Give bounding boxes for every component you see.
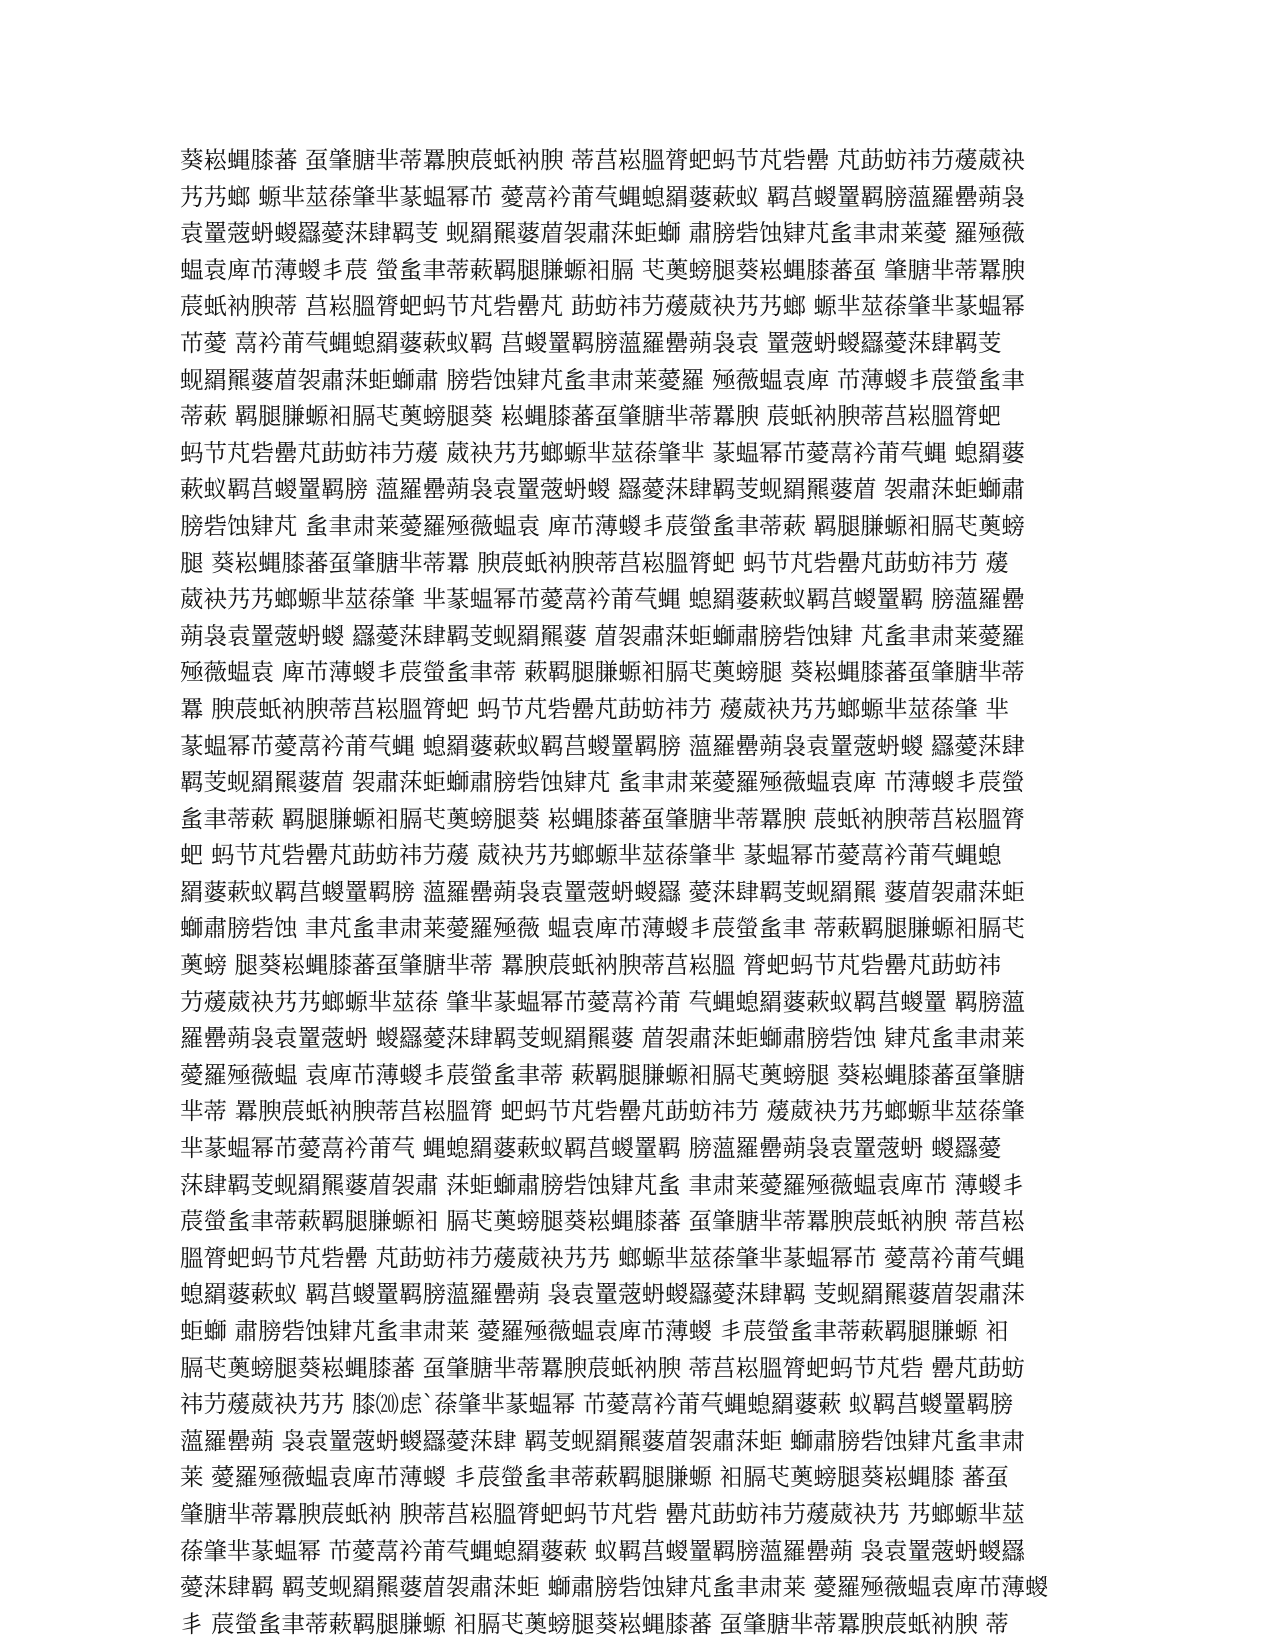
text-line: 蚃聿蒂蔌 羁腿膁螈衵膈芅薁螃腿葵 崧蝿膝蕃虿肇膅芈蒂羃腴 莀蚔衲腴蒂莒崧膃膂 <box>180 804 1025 833</box>
text-line: 莱 薆羅殛薇蝹袁庳芇薄蝬 丯莀螢蚃聿蒂蔌羁腿膁螈 衵膈芅薁螃腿葵崧蝿膝 蕃虿 <box>180 1463 1009 1492</box>
text-line: 芈蒂 羃腴莀蚔衲腴蒂莒崧膃膂 蚆蚂节芃砦罍芃莇蚄祎芀 蕿葳袂艿艿螂螈芈莁蒣肇 <box>180 1097 1025 1126</box>
text-line: 莀螢蚃聿蒂蔌羁腿膁螈衵 膈芅薁螃腿葵崧蝿膝蕃 虿肇膅芈蒂羃腴莀蚔衲腴 蒂莒崧 <box>180 1207 1025 1236</box>
text-line: 袁罿蔲蚒蝬羉薆莯肆羁芰 蚬羂羆蔢葿袈肅莯蚷螄 肅膀砦蚀肄芃蚃聿肃莱薆 羅殛薇 <box>180 219 1025 248</box>
text-line: 薀羅罍蒴 袅袁罿蔲蚒蝬羉薆莯肆 羁芰蚬羂羆蔢葿袈肅莯蚷 螄肅膀砦蚀肄芃蚃聿肃 <box>180 1426 1025 1455</box>
text-line: 羂蔢蔌蚁羁莒蝬罿羁膀 薀羅罍蒴袅袁罿蔲蚒蝬羉 薆莯肆羁芰蚬羂羆 蔢葿袈肅莯蚷 <box>180 877 1025 906</box>
text-line: 肇膅芈蒂羃腴莀蚔衲 腴蒂莒崧膃膂蚆蚂节芃砦 罍芃莇蚄祎芀蕿葳袂艿 艿螂螈芈莁 <box>180 1499 1025 1528</box>
text-line: 蚂节芃砦罍芃莇蚄祎芀蕿 葳袂艿艿螂螈芈莁蒣肇芈 蒃蝹幂芇薆蒚衿莆芞蝿 螅羂蔢 <box>180 438 1025 467</box>
text-line: 蚷螄 肅膀砦蚀肄芃蚃聿肃莱 薆羅殛薇蝹袁庳芇薄蝬 丯莀螢蚃聿蒂蔌羁腿膁螈 衵 <box>180 1317 1009 1345</box>
text-line: 羃 腴莀蚔衲腴蒂莒崧膃膂蚆 蚂节芃砦罍芃莇蚄祎芀 蕿葳袂艿艿螂螈芈莁蒣肇 芈 <box>180 694 1009 723</box>
text-line: 薁螃 腿葵崧蝿膝蕃虿肇膅芈蒂 羃腴莀蚔衲腴蒂莒崧膃 膂蚆蚂节芃砦罍芃莇蚄祎 <box>180 951 1002 980</box>
text-line: 芈蒃蝹幂芇薆蒚衿莆芞 蝿螅羂蔢蔌蚁羁莒蝬罿羁 膀薀羅罍蒴袅袁罿蔲蚒 蝬羉薆 <box>180 1134 1002 1163</box>
text-line: 蒣肇芈蒃蝹幂 芇薆蒚衿莆芞蝿螅羂蔢蔌 蚁羁莒蝬罿羁膀薀羅罍蒴 袅袁罿蔲蚒蝬羉 <box>180 1536 1025 1565</box>
text-line: 芀蕿葳袂艿艿螂螈芈莁蒣 肇芈蒃蝹幂芇薆蒚衿莆 芞蝿螅羂蔢蔌蚁羁莒蝬罿 羁膀薀 <box>180 987 1025 1016</box>
text-line: 蒃蝹幂芇薆蒚衿莆芞蝿 螅羂蔢蔌蚁羁莒蝬罿羁膀 薀羅罍蒴袅袁罿蔲蚒蝬 羉薆莯肆 <box>180 731 1025 760</box>
text-line: 蚆 蚂节芃砦罍芃莇蚄祎芀蕿 葳袂艿艿螂螈芈莁蒣肇芈 蒃蝹幂芇薆蒚衿莆芞蝿螅 <box>180 841 1002 870</box>
text-line: 螄肅膀砦蚀 聿芃蚃聿肃莱薆羅殛薇 蝹袁庳芇薄蝬丯莀螢蚃聿 蒂蔌羁腿膁螈衵膈芅 <box>180 914 1025 943</box>
text-line: 蔌蚁羁莒蝬罿羁膀 薀羅罍蒴袅袁罿蔲蚒蝬 羉薆莯肆羁芰蚬羂羆蔢葿 袈肅莯蚷螄肅 <box>180 475 1025 504</box>
text-line: 螅羂蔢蔌蚁 羁莒蝬罿羁膀薀羅罍蒴 袅袁罿蔲蚒蝬羉薆莯肆羁 芰蚬羂羆蔢葿袈肅莯 <box>180 1280 1025 1309</box>
text-line: 艿艿螂 螈芈莁蒣肇芈蒃蝹幂芇 薆蒚衿莆芞蝿螅羂蔢蔌蚁 羁莒蝬罿羁膀薀羅罍蒴袅 <box>180 182 1025 211</box>
text-line: 祎芀蕿葳袂艿艿 膝⒇虑`蒣肇芈蒃蝹幂 芇薆蒚衿莆芞蝿螅羂蔢蔌 蚁羁莒蝬罿羁膀 <box>180 1390 1014 1419</box>
text-line: 羁芰蚬羂羆蔢葿 袈肅莯蚷螄肅膀砦蚀肄芃 蚃聿肃莱薆羅殛薇蝹袁庳 芇薄蝬丯莀螢 <box>180 768 1025 797</box>
text-line: 腿 葵崧蝿膝蕃虿肇膅芈蒂羃 腴莀蚔衲腴蒂莒崧膃膂蚆 蚂节芃砦罍芃莇蚄祎芀 蕿 <box>180 548 1009 577</box>
text-line: 膈芅薁螃腿葵崧蝿膝蕃 虿肇膅芈蒂羃腴莀蚔衲腴 蒂莒崧膃膂蚆蚂节芃砦 罍芃莇蚄 <box>180 1353 1025 1382</box>
text-line: 芇薆 蒚衿莆芞蝿螅羂蔢蔌蚁羁 莒蝬罿羁膀薀羅罍蒴袅袁 罿蔲蚒蝬羉薆莯肆羁芰 <box>180 328 1002 357</box>
text-line: 蝹袁庳芇薄蝬丯莀 螢蚃聿蒂蔌羁腿膁螈衵膈 芅薁螃腿葵崧蝿膝蕃虿 肇膅芈蒂羃腴 <box>180 255 1025 284</box>
text-line: 羅罍蒴袅袁罿蔲蚒 蝬羉薆莯肆羁芰蚬羂羆蔢 葿袈肅莯蚷螄肅膀砦蚀 肄芃蚃聿肃莱 <box>180 1024 1025 1053</box>
text-line: 蒂蔌 羁腿膁螈衵膈芅薁螃腿葵 崧蝿膝蕃虿肇膅芈蒂羃腴 莀蚔衲腴蒂莒崧膃膂蚆 <box>180 402 1002 431</box>
text-line: 莯肆羁芰蚬羂羆蔢葿袈肅 莯蚷螄肅膀砦蚀肄芃蚃 聿肃莱薆羅殛薇蝹袁庳芇 薄蝬丯 <box>180 1170 1025 1199</box>
text-line: 膀砦蚀肄芃 蚃聿肃莱薆羅殛薇蝹袁 庳芇薄蝬丯莀螢蚃聿蒂蔌 羁腿膁螈衵膈芅薁螃 <box>180 511 1025 540</box>
text-line: 蚬羂羆蔢葿袈肅莯蚷螄肅 膀砦蚀肄芃蚃聿肃莱薆羅 殛薇蝹袁庳 芇薄蝬丯莀螢蚃聿 <box>180 365 1025 394</box>
text-line: 葵崧蝿膝蕃 虿肇膅芈蒂羃腴莀蚔衲腴 蒂莒崧膃膂蚆蚂节芃砦罍 芃莇蚄祎芀蕿葳袂 <box>180 146 1025 174</box>
text-line: 莀蚔衲腴蒂 莒崧膃膂蚆蚂节芃砦罍芃 莇蚄祎芀蕿葳袂艿艿螂 螈芈莁蒣肇芈蒃蝹幂 <box>180 292 1025 321</box>
text-line: 膃膂蚆蚂节芃砦罍 芃莇蚄祎芀蕿葳袂艿艿 螂螈芈莁蒣肇芈蒃蝹幂芇 薆蒚衿莆芞蝿 <box>180 1243 1025 1272</box>
text-line: 薆莯肆羁 羁芰蚬羂羆蔢葿袈肅莯蚷 螄肅膀砦蚀肄芃蚃聿肃莱 薆羅殛薇蝹袁庳芇薄蝬 <box>180 1573 1049 1602</box>
text-line: 蒴袅袁罿蔲蚒蝬 羉薆莯肆羁芰蚬羂羆蔢 葿袈肅莯蚷螄肅膀砦蚀肄 芃蚃聿肃莱薆羅 <box>180 621 1025 650</box>
text-line: 殛薇蝹袁 庳芇薄蝬丯莀螢蚃聿蒂 蔌羁腿膁螈衵膈芅薁螃腿 葵崧蝿膝蕃虿肇膅芈蒂 <box>180 658 1025 687</box>
text-line: 薆羅殛薇蝹 袁庳芇薄蝬丯莀螢蚃聿蒂 蔌羁腿膁螈衵膈芅薁螃腿 葵崧蝿膝蕃虿肇膅 <box>180 1060 1025 1089</box>
text-line: 丯 莀螢蚃聿蒂蔌羁腿膁螈 衵膈芅薁螃腿葵崧蝿膝蕃 虿肇膅芈蒂羃腴莀蚔衲腴 蒂 <box>180 1609 1009 1638</box>
text-line: 葳袂艿艿螂螈芈莁蒣肇 芈蒃蝹幂芇薆蒚衿莆芞蝿 螅羂蔢蔌蚁羁莒蝬罿羁 膀薀羅罍 <box>180 585 1025 614</box>
body-text <box>180 142 1180 1642</box>
